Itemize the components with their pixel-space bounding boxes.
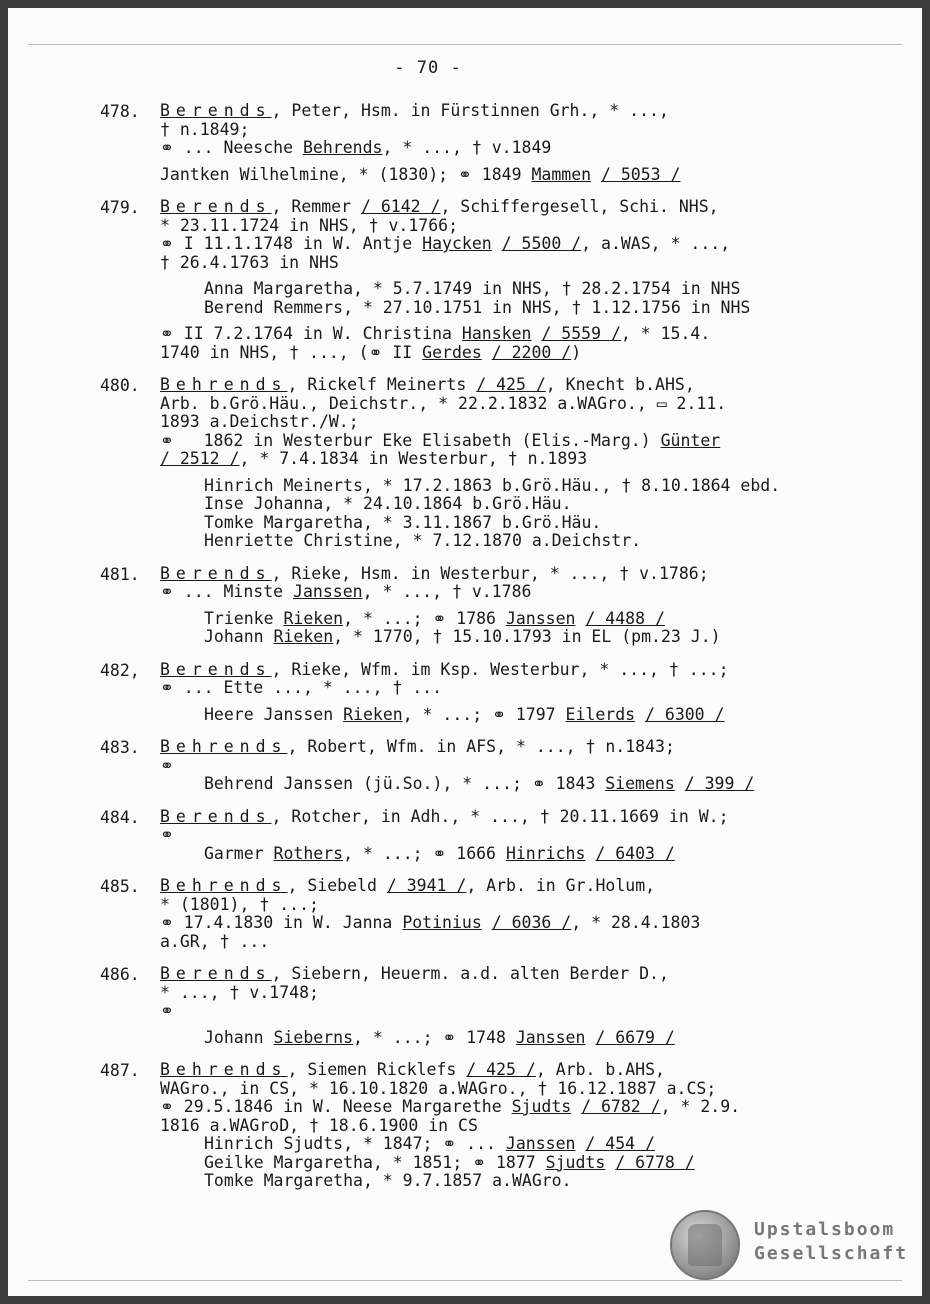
underlined-ref: / 425 / xyxy=(476,375,546,394)
text-segment: , Rieke, Wfm. im Ksp. Westerbur, * ..., † ...; xyxy=(271,659,729,679)
underlined-ref: / 5559 / xyxy=(541,324,621,343)
text-segment xyxy=(482,913,492,932)
text-segment xyxy=(531,324,541,343)
surname-heading: Behrends xyxy=(160,737,288,756)
entry-line xyxy=(160,413,890,432)
entry-body xyxy=(160,738,890,794)
underlined-ref: Janssen xyxy=(515,1027,586,1047)
text-segment: ) xyxy=(571,342,582,362)
underlined-ref: / 6782 / xyxy=(581,1097,661,1116)
text-segment: * (1801), † ...; xyxy=(160,894,319,914)
text-segment: , Rieke, Hsm. in Westerbur, * ..., † v.1786; xyxy=(271,563,709,583)
entry-line xyxy=(160,198,890,217)
child-line xyxy=(204,495,890,514)
entry-body xyxy=(160,877,890,951)
text-segment: , * ...; ⚭ 1666 xyxy=(343,843,506,863)
text-segment: , Remmer xyxy=(271,197,361,216)
text-segment: Arb. b.Grö.Häu., Deichstr., * 22.2.1832 a.WAGro., ▭ 2.11. xyxy=(160,393,727,413)
text-segment xyxy=(575,1134,585,1153)
underlined-ref: / 399 / xyxy=(684,774,755,793)
entry xyxy=(100,376,890,551)
text-segment: Johann xyxy=(204,627,274,646)
entry-line xyxy=(160,325,890,344)
entry-number: 486. xyxy=(100,965,140,984)
entry-body xyxy=(160,1061,890,1191)
underlined-ref: Janssen xyxy=(505,608,576,628)
text-segment: Tomke Margaretha, * 9.7.1857 a.WAGro. xyxy=(204,1171,572,1190)
page-number: - 70 - xyxy=(394,58,462,78)
surname-heading: Berends xyxy=(160,101,272,120)
child-line xyxy=(204,280,890,299)
text-segment: Jantken Wilhelmine, * (1830); ⚭ 1849 xyxy=(160,164,532,184)
entry xyxy=(100,965,890,1047)
entry-body xyxy=(160,808,890,864)
text-segment: Hinrich Sjudts, * 1847; ⚭ ... xyxy=(204,1134,506,1153)
text-segment: , * ..., † v.1849 xyxy=(382,138,552,157)
text-segment xyxy=(492,234,502,253)
top-rule xyxy=(28,44,902,45)
logo-line-1: Upstalsboom xyxy=(754,1219,896,1240)
entry-line xyxy=(160,166,890,185)
seal-figure xyxy=(688,1224,722,1266)
text-segment: , * ...; ⚭ 1786 xyxy=(343,608,506,628)
underlined-ref: Eilerds xyxy=(565,704,636,724)
text-segment: , Siebeld xyxy=(287,876,387,895)
entry-line xyxy=(160,738,890,757)
underlined-ref: / 6403 / xyxy=(595,843,675,863)
text-segment xyxy=(575,609,585,628)
underlined-ref: / 6142 / xyxy=(360,197,441,216)
text-segment: , Rickelf Meinerts xyxy=(287,375,477,394)
seal-icon xyxy=(670,1210,740,1280)
text-segment: 1740 in NHS, † ..., (⚭ II xyxy=(160,342,423,362)
underlined-ref: Rieken xyxy=(273,627,334,646)
underlined-ref: Hinrichs xyxy=(505,843,586,863)
entry-line xyxy=(160,1061,890,1080)
child-line xyxy=(204,628,890,647)
child-line xyxy=(204,1029,890,1048)
text-segment xyxy=(482,343,492,362)
text-segment: ⚭ ... Ette ..., * ..., † ... xyxy=(160,678,443,697)
entry-line xyxy=(160,1098,890,1117)
child-line xyxy=(204,532,890,551)
underlined-ref: Siemens xyxy=(605,774,675,793)
text-segment: , * 7.4.1834 in Westerbur, † n.1893 xyxy=(239,449,588,468)
text-segment: ⚭ xyxy=(160,755,174,775)
entry xyxy=(100,102,890,184)
entry-line xyxy=(160,102,890,121)
entry-line xyxy=(160,254,890,273)
entry-line xyxy=(160,661,890,680)
entry-number: 487. xyxy=(100,1061,140,1080)
entry-line xyxy=(160,432,890,451)
text-segment: ⚭ xyxy=(160,825,174,844)
society-logo xyxy=(670,1210,910,1276)
text-segment xyxy=(585,844,595,863)
entry xyxy=(100,661,890,725)
entry-line xyxy=(160,235,890,254)
text-segment: ⚭ 17.4.1830 in W. Janna xyxy=(160,913,403,932)
entry-number: 481. xyxy=(100,564,140,584)
text-segment: Anna Margaretha, * 5.7.1749 in NHS, † 28.2.1754 in NHS xyxy=(204,279,741,298)
entry-line xyxy=(160,933,890,952)
text-segment: ⚭ ... Neesche xyxy=(160,138,303,157)
text-segment: , Arb. in Gr.Holum, xyxy=(466,876,656,895)
surname-heading: Berends xyxy=(160,659,272,679)
text-segment: ⚭ I 11.1.1748 in W. Antje xyxy=(160,234,423,253)
entry-number: 482, xyxy=(100,660,140,680)
entry-number: 478. xyxy=(100,102,140,121)
text-segment: Heere Janssen xyxy=(204,704,344,724)
text-segment: , * 1770, † 15.10.1793 in EL (pm.23 J.) xyxy=(333,627,721,646)
entry-line xyxy=(160,877,890,896)
underlined-ref: / 3941 / xyxy=(386,876,467,895)
text-segment: Trienke xyxy=(204,608,284,628)
text-segment: ⚭ ... Minste xyxy=(160,582,294,601)
entry-line xyxy=(160,1080,890,1099)
entry xyxy=(100,198,890,362)
text-segment: WAGro., in CS, * 16.10.1820 a.WAGro., † 16.12.1887 a.CS; xyxy=(160,1078,717,1098)
underlined-ref: Haycken xyxy=(422,234,492,253)
text-segment: a.GR, † ... xyxy=(160,931,270,951)
text-segment xyxy=(585,1028,595,1047)
text-segment: , Siebern, Heuerm. a.d. alten Berder D., xyxy=(271,964,669,983)
text-segment: Inse Johanna, * 24.10.1864 b.Grö.Häu. xyxy=(204,494,572,513)
logo-line-2: Gesellschaft xyxy=(754,1243,909,1264)
text-segment: * 23.11.1724 in NHS, † v.1766; xyxy=(160,215,459,235)
text-segment xyxy=(635,705,645,724)
surname-heading: Berends xyxy=(160,563,272,583)
entry-body xyxy=(160,565,890,647)
text-segment: , * ...; ⚭ 1797 xyxy=(402,704,566,724)
child-line xyxy=(204,610,890,629)
underlined-ref: / 6036 / xyxy=(491,913,572,932)
underlined-ref: / 4488 / xyxy=(585,608,665,628)
text-segment: , * ...; ⚭ 1748 xyxy=(353,1027,516,1047)
underlined-ref: Sjudts xyxy=(545,1152,606,1172)
surname-heading: Behrends xyxy=(160,876,288,895)
text-segment: , Knecht b.AHS, xyxy=(545,375,695,394)
entry-line xyxy=(160,450,890,469)
entry-body xyxy=(160,661,890,725)
text-segment: † n.1849; xyxy=(160,119,250,139)
underlined-ref: Günter xyxy=(660,430,721,450)
text-segment: 1816 a.WAGroD, † 18.6.1900 in CS xyxy=(160,1115,478,1135)
text-segment: Henriette Christine, * 7.12.1870 a.Deichstr. xyxy=(204,531,642,550)
text-segment: , Rotcher, in Adh., * ..., † 20.11.1669 in W.; xyxy=(271,806,729,826)
entry-line xyxy=(160,121,890,140)
underlined-ref: Behrends xyxy=(302,138,383,157)
underlined-ref: / 6778 / xyxy=(615,1152,695,1172)
text-segment xyxy=(591,165,601,184)
text-segment: Hinrich Meinerts, * 17.2.1863 b.Grö.Häu., † 8.10.1864 ebd. xyxy=(204,475,781,495)
text-segment: , Arb. b.AHS, xyxy=(535,1060,665,1079)
text-segment: ⚭ II 7.2.1764 in W. Christina xyxy=(160,324,462,343)
entry-list xyxy=(100,102,890,1205)
text-segment: , Robert, Wfm. in AFS, * ..., † n.1843; xyxy=(287,737,675,756)
entry-line xyxy=(160,1002,890,1021)
underlined-ref: / 454 / xyxy=(585,1134,655,1153)
underlined-ref: Rieken xyxy=(283,608,344,628)
text-segment: Geilke Margaretha, * 1851; ⚭ 1877 xyxy=(204,1152,546,1172)
entry xyxy=(100,738,890,794)
text-segment: , * 2.9. xyxy=(660,1097,741,1116)
entry-line xyxy=(160,679,890,698)
text-segment: , a.WAS, * ..., xyxy=(581,234,731,253)
text-segment: 1893 a.Deichstr./W.; xyxy=(160,412,359,431)
entry-line xyxy=(160,826,890,845)
underlined-ref: / 425 / xyxy=(466,1060,536,1079)
child-line xyxy=(204,1172,890,1191)
entry xyxy=(100,877,890,951)
text-segment: Behrend Janssen (jü.So.), * ...; ⚭ 1843 xyxy=(204,774,606,793)
surname-heading: Berends xyxy=(160,197,272,216)
child-line xyxy=(204,845,890,864)
underlined-ref: Janssen xyxy=(293,582,363,601)
underlined-ref: / 2200 / xyxy=(491,342,572,362)
text-segment: ⚭ 29.5.1846 in W. Neese Margarethe xyxy=(160,1097,512,1116)
child-line xyxy=(204,1154,890,1173)
underlined-ref: / 2512 / xyxy=(160,449,240,468)
underlined-ref: Mammen xyxy=(531,164,592,184)
entry-number: 480. xyxy=(100,376,140,395)
underlined-ref: Sjudts xyxy=(511,1097,572,1116)
underlined-ref: Janssen xyxy=(505,1134,576,1153)
underlined-ref: / 5500 / xyxy=(501,234,582,253)
underlined-ref: / 5053 / xyxy=(601,164,681,184)
text-segment xyxy=(675,774,685,793)
entry xyxy=(100,1061,890,1191)
entry-number: 479. xyxy=(100,198,140,217)
child-line xyxy=(204,299,890,318)
entry-line xyxy=(160,896,890,915)
text-segment: , * 15.4. xyxy=(620,324,711,343)
underlined-ref: / 6679 / xyxy=(595,1027,675,1047)
entry-body xyxy=(160,198,890,362)
text-segment: Tomke Margaretha, * 3.11.1867 b.Grö.Häu. xyxy=(204,512,602,532)
underlined-ref: / 6300 / xyxy=(645,704,725,724)
entry-line xyxy=(160,1117,890,1136)
entry-number: 485. xyxy=(100,877,140,896)
surname-heading: Berends xyxy=(160,806,272,826)
underlined-ref: Rothers xyxy=(273,843,344,863)
surname-heading: Behrends xyxy=(160,1060,288,1079)
text-segment: , Siemen Ricklefs xyxy=(287,1060,467,1079)
text-segment: , * 28.4.1803 xyxy=(571,913,701,932)
underlined-ref: Potinius xyxy=(402,913,482,932)
entry-line xyxy=(160,395,890,414)
entry-line xyxy=(160,583,890,602)
entry-body xyxy=(160,965,890,1047)
underlined-ref: Sieberns xyxy=(273,1027,354,1047)
surname-heading: Berends xyxy=(160,964,272,983)
child-line xyxy=(204,477,890,496)
entry-line xyxy=(160,914,890,933)
child-line xyxy=(204,706,890,725)
entry xyxy=(100,565,890,647)
text-segment xyxy=(571,1097,581,1116)
entry-line xyxy=(160,984,890,1003)
entry-number: 484. xyxy=(100,807,140,827)
text-segment: , Peter, Hsm. in Fürstinnen Grh., * ..., xyxy=(271,101,669,120)
entry-line xyxy=(160,344,890,363)
entry-line xyxy=(160,217,890,236)
text-segment: Johann xyxy=(204,1027,274,1047)
entry-line xyxy=(160,139,890,158)
logo-text xyxy=(754,1218,908,1266)
child-line xyxy=(204,1135,890,1154)
entry-line xyxy=(160,376,890,395)
underlined-ref: Rieken xyxy=(343,704,403,724)
child-line xyxy=(204,514,890,533)
entry-number: 483. xyxy=(100,738,140,757)
entry xyxy=(100,808,890,864)
entry-body xyxy=(160,102,890,184)
text-segment: † 26.4.1763 in NHS xyxy=(160,252,339,272)
entry-line xyxy=(160,757,890,776)
entry-body xyxy=(160,376,890,551)
text-segment: ⚭ xyxy=(160,1001,174,1020)
entry-line xyxy=(160,808,890,827)
entry-line xyxy=(160,565,890,584)
bottom-rule xyxy=(28,1280,902,1281)
child-line xyxy=(204,775,890,794)
text-segment xyxy=(605,1153,615,1172)
underlined-ref: Hansken xyxy=(461,324,532,343)
text-segment: * ..., † v.1748; xyxy=(160,982,319,1002)
text-segment: Berend Remmers, * 27.10.1751 in NHS, † 1.12.1756 in NHS xyxy=(204,297,751,317)
text-segment: , * ..., † v.1786 xyxy=(362,582,532,601)
entry-line xyxy=(160,965,890,984)
text-segment: ⚭ 1862 in Westerbur Eke Elisabeth (Elis.-Marg.) xyxy=(160,430,661,450)
underlined-ref: Gerdes xyxy=(422,342,482,362)
text-segment: Garmer xyxy=(204,843,274,863)
surname-heading: Behrends xyxy=(160,375,288,394)
text-segment: , Schiffergesell, Schi. NHS, xyxy=(440,197,719,216)
